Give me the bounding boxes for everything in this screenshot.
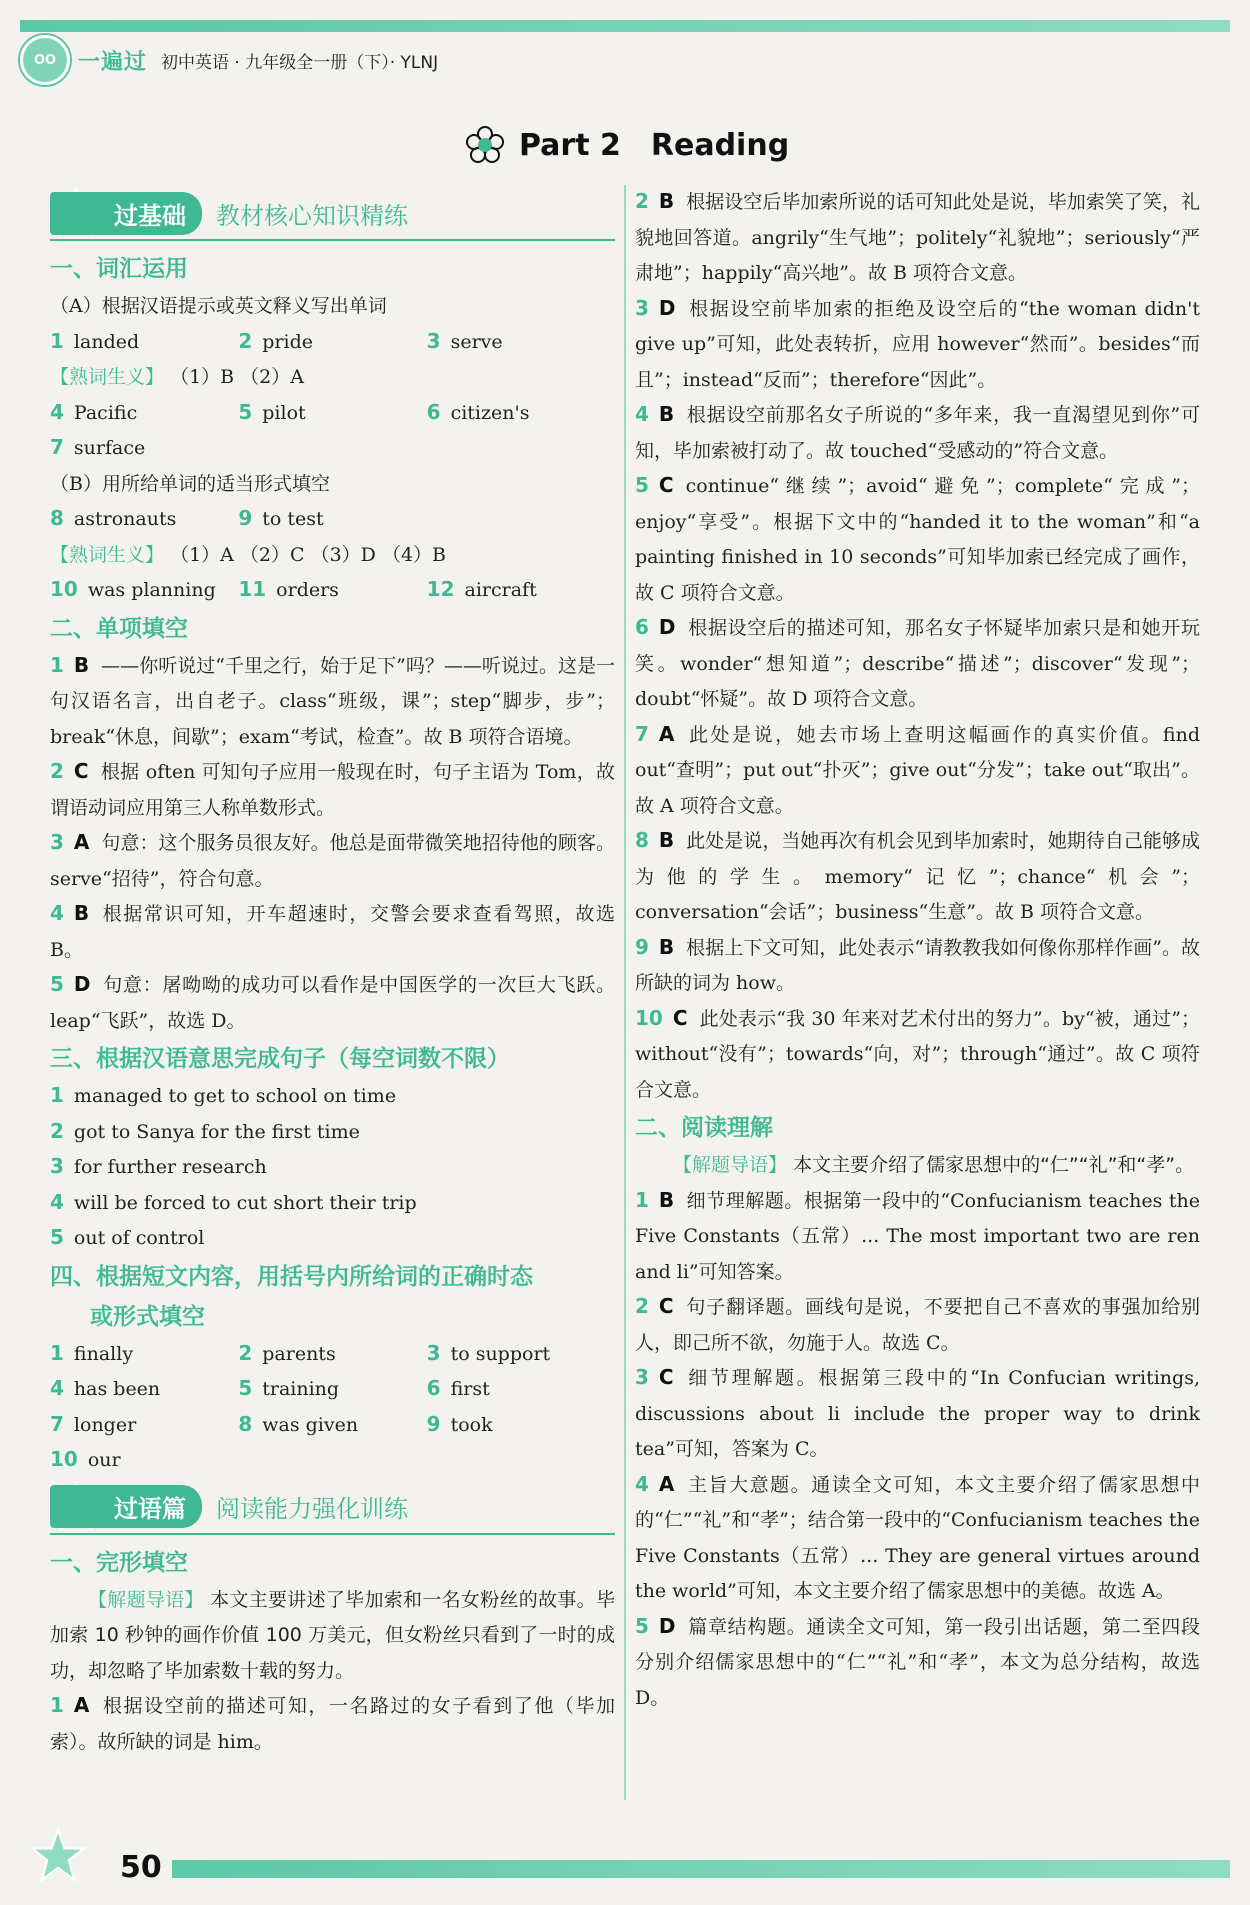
- guide-note: 【解题导语】 本文主要介绍了儒家思想中的“仁”“礼”和“孝”。: [673, 1154, 1195, 1176]
- list-item: 4 B 根据常识可知，开车超速时，交警会要求查看驾照，故选 B。: [50, 901, 615, 961]
- right-column: [635, 185, 1200, 1716]
- section-title-cont: 或形式填空: [90, 1303, 205, 1330]
- section-title: 三、根据汉语意思完成句子（每空词数不限）: [50, 1046, 510, 1072]
- answer-row: 10 our: [50, 1447, 121, 1471]
- answer-row: 7 longer 8 was given 9 took: [50, 1411, 493, 1436]
- top-color-bar: [20, 20, 1230, 32]
- list-item: 9 B 根据上下文可知，此处表示“请教教我如何像你那样作画”。故所缺的词为 how。: [635, 934, 1200, 994]
- section-banner-basics: [50, 185, 615, 241]
- column-divider: [624, 185, 626, 1800]
- section-banner-reading: [50, 1479, 615, 1535]
- answer-row: 7 surface: [50, 435, 146, 459]
- list-item: 3 for further research: [50, 1154, 267, 1178]
- list-item: 8 B 此处是说，当她再次有机会见到毕加索时，她期待自己能够成为他的学生。memory“记忆”；chance“机会”；conversation“会话”；business“生意”。故 B 项符合文意。: [635, 828, 1200, 923]
- left-column: [50, 185, 615, 1760]
- answer-row: 8 astronauts 9 to test: [50, 506, 324, 530]
- list-item: 10 C 此处表示“我 30 年来对艺术付出的努力”。by“被，通过”；without“没有”；towards“向，对”；through“通过”。故 C 项符合文意。: [635, 1005, 1200, 1101]
- guide-note: 【解题导语】 本文主要讲述了毕加索和一名女粉丝的故事。毕加索 10 秒钟的画作价值 100 万美元，但女粉丝只看到了一时的成功，却忽略了毕加索数十载的努力。: [50, 1588, 615, 1682]
- list-item: 1 A 根据设空前的描述可知，一名路过的女子看到了他（毕加索）。故所缺的词是 him。: [50, 1693, 615, 1753]
- section-title: 二、单项填空: [50, 615, 188, 642]
- footer-color-bar: [120, 1860, 1230, 1878]
- subsection-b: （B）用所给单词的适当形式填空: [50, 472, 330, 495]
- list-item: 4 will be forced to cut short their trip: [50, 1189, 417, 1214]
- list-item: 1 B ——你听说过“千里之行，始于足下”吗？——听说过。这是一句汉语名言，出自老子。class“班级，课”；step“脚步，步”；break“休息，间歇”；exam“考试，检查”。故 B 项符合语境。: [50, 652, 615, 748]
- banner-badge: 过基础: [50, 192, 202, 235]
- list-item: 4 B 根据设空前那名女子所说的“多年来，我一直渴望见到你”可知，毕加索被打动了。故 touched“受感动的”符合文意。: [635, 402, 1200, 462]
- flower-icon: [465, 125, 505, 165]
- list-item: 5 D 句意：屠呦呦的成功可以看作是中国医学的一次巨大飞跃。leap“飞跃”，故选 D。: [50, 972, 615, 1032]
- section-title: 四、根据短文内容，用括号内所给词的正确时态: [50, 1263, 533, 1290]
- page-number: 50: [110, 1850, 172, 1885]
- section-title: 二、阅读理解: [635, 1115, 773, 1141]
- list-item: 3 C 细节理解题。根据第三段中的“In Confucian writings, discussions about li include the proper way to drink tea”可知，答案为 C。: [635, 1365, 1200, 1460]
- list-item: 1 managed to get to school on time: [50, 1083, 397, 1107]
- answer-row: 1 landed 2 pride 3 serve: [50, 328, 503, 353]
- familiar-word-note: 【熟词生义】 （1）A （2）C （3）D （4）B: [50, 543, 446, 566]
- answer-row: 1 finally 2 parents 3 to support: [50, 1340, 551, 1365]
- page-footer: [20, 1850, 1230, 1885]
- familiar-word-note: 【熟词生义】 （1）B （2）A: [50, 366, 304, 388]
- banner-text: 阅读能力强化训练: [216, 1495, 408, 1523]
- part-name: Reading: [650, 127, 790, 163]
- answer-row: 4 Pacific 5 pilot 6 citizen's: [50, 399, 530, 424]
- answer-row: 10 was planning 11 orders 12 aircraft: [50, 577, 537, 601]
- list-item: 3 D 根据设空前毕加索的拒绝及设空后的“the woman didn't give up”可知，此处表转折，应用 however“然而”。besides“而且”；instead“反而”；therefore“因此”。: [635, 295, 1200, 391]
- list-item: 5 out of control: [50, 1225, 205, 1249]
- list-item: 2 got to Sanya for the first time: [50, 1118, 360, 1143]
- header-subtitle: 初中英语 · 九年级全一册（下）· YLNJ: [161, 52, 439, 73]
- list-item: 7 A 此处是说，她去市场上查明这幅画作的真实价值。find out“查明”；put out“扑灭”；give out“分发”；take out“取出”。故 A 项符合文意。: [635, 721, 1200, 817]
- banner-badge: 过语篇: [50, 1485, 202, 1528]
- section-title: 一、词汇运用: [50, 256, 188, 282]
- list-item: 5 C continue“继续”；avoid“避免”；complete“完成”；enjoy“享受”。根据下文中的“handed it to the woman”和“a painting finished in 10 seconds”可知毕加索已经完成了画作，故 C 项符合文意。: [635, 473, 1200, 604]
- brand-logo-text: 一遍过: [78, 49, 148, 75]
- list-item: 4 A 主旨大意题。通读全文可知，本文主要介绍了儒家思想中的“仁”“礼”和“孝”；结合第一段中的“Confucianism teaches the Five Constants（五常）... They are general virtues around the world”可知，本文主要介绍了儒家思想中的美德。故选 A。: [635, 1471, 1200, 1602]
- page-header: [20, 38, 438, 82]
- list-item: 6 D 根据设空后的描述可知，那名女子怀疑毕加索只是和她开玩笑。wonder“想知道”；describe“描述”；discover“发现”；doubt“怀疑”。故 D 项符合文意。: [635, 615, 1200, 710]
- list-item: 1 B 细节理解题。根据第一段中的“Confucianism teaches the Five Constants（五常）... The most important two are ren and li”可知答案。: [635, 1187, 1200, 1283]
- section-title: 一、完形填空: [50, 1549, 188, 1576]
- star-mascot-icon: [30, 1828, 86, 1884]
- list-item: 2 C 句子翻译题。画线句是说，不要把自己不喜欢的事强加给别人，即己所不欲，勿施于人。故选 C。: [635, 1294, 1200, 1354]
- list-item: 3 A 句意：这个服务员很友好。他总是面带微笑地招待他的顾客。serve“招待”，符合句意。: [50, 830, 615, 890]
- part-number: Part 2: [519, 127, 621, 163]
- list-item: 2 C 根据 often 可知句子应用一般现在时，句子主语为 Tom，故谓语动词应用第三人称单数形式。: [50, 759, 615, 819]
- list-item: 5 D 篇章结构题。通读全文可知，第一段引出话题，第二至四段分别介绍儒家思想中的“仁”“礼”和“孝”，本文为总分结构，故选 D。: [635, 1613, 1200, 1709]
- answer-row: 4 has been 5 training 6 first: [50, 1376, 490, 1400]
- mascot-icon: OO: [20, 35, 70, 85]
- banner-text: 教材核心知识精练: [216, 201, 408, 230]
- subsection-a: （A）根据汉语提示或英文释义写出单词: [50, 295, 387, 317]
- part-title: [465, 120, 789, 170]
- list-item: 2 B 根据设空后毕加索所说的话可知此处是说，毕加索笑了笑，礼貌地回答道。angrily“生气地”；politely“礼貌地”；seriously“严肃地”；happily“高兴地”。故 B 项符合文意。: [635, 189, 1200, 284]
